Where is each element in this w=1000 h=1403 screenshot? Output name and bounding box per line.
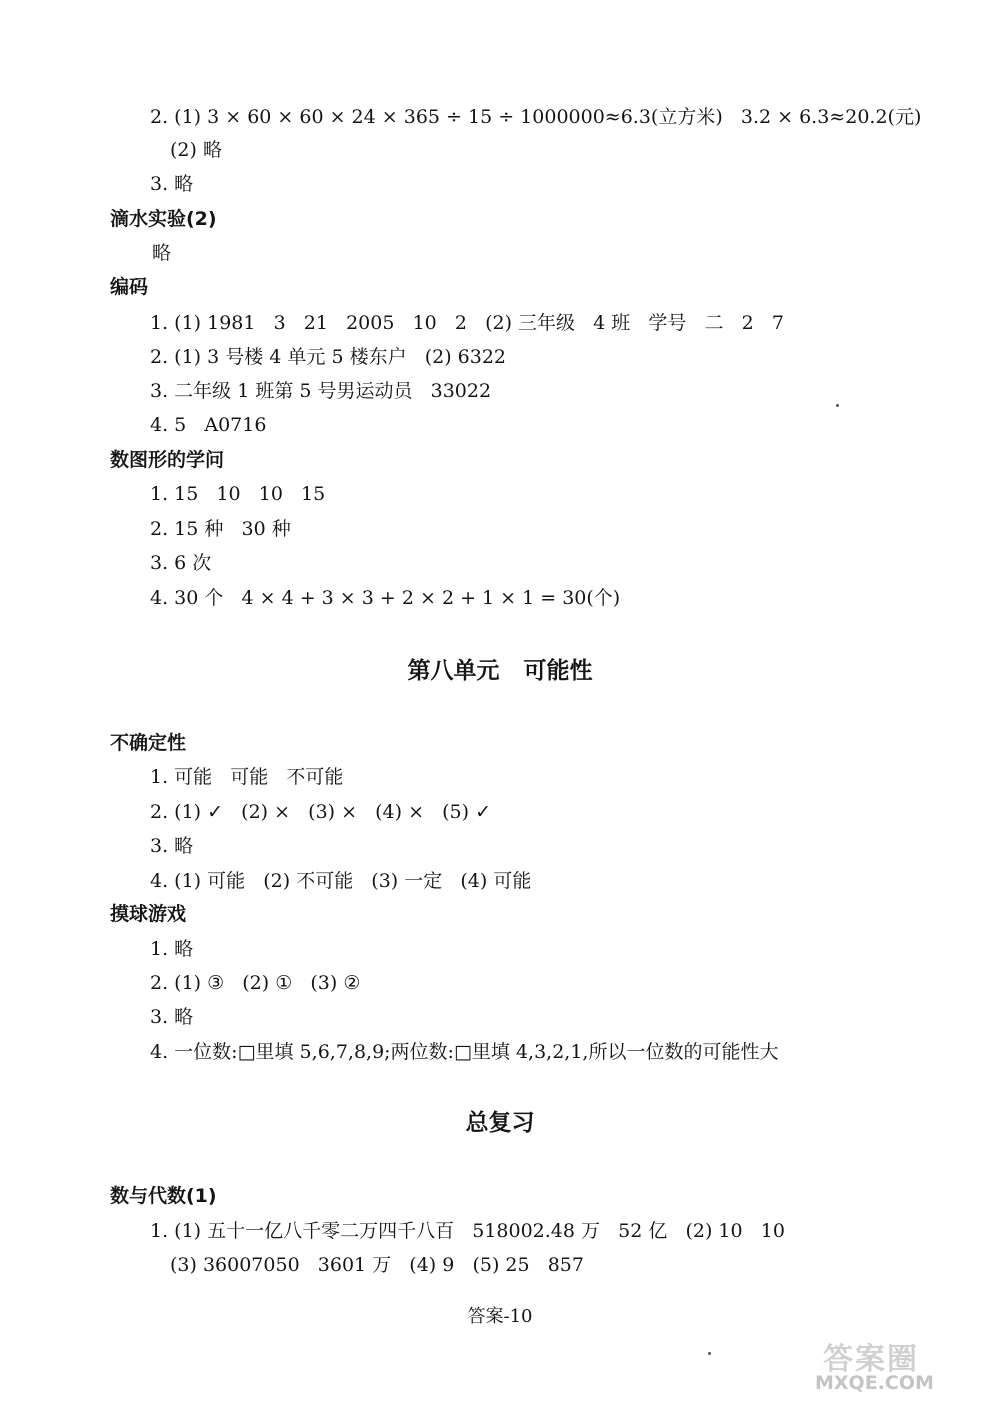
review-title: 总复习 <box>465 1110 535 1136</box>
section-heading-uncertain: 不确定性 <box>110 732 187 754</box>
answer-shapes-2: 2. 15 种 30 种 <box>150 518 291 540</box>
watermark-title: 答案圈 <box>823 1342 919 1377</box>
answer-code-1: 1. (1) 1981 3 21 2005 10 2 (2) 三年级 4 班 学号 二 2 7 <box>150 312 784 334</box>
answer-uncertain-1: 1. 可能 可能 不可能 <box>150 766 344 788</box>
speck-dot <box>836 404 839 407</box>
page-footer: 答案-10 <box>467 1306 533 1327</box>
answer-ball-1: 1. 略 <box>150 938 194 960</box>
answer-uncertain-3: 3. 略 <box>150 835 194 857</box>
answer-drip: 略 <box>152 242 172 264</box>
answer-line-2: 2. (1) 3 × 60 × 60 × 24 × 365 ÷ 15 ÷ 1000000≈6.3(立方米) 3.2 × 6.3≈20.2(元) <box>150 106 922 128</box>
answer-code-4: 4. 5 A0716 <box>150 414 267 436</box>
answer-ball-3: 3. 略 <box>150 1006 194 1028</box>
answer-numalg-1: 1. (1) 五十一亿八千零二万四千八百 518002.48 万 52 亿 (2) 10 10 <box>150 1220 785 1242</box>
watermark-logo <box>815 1338 985 1396</box>
unit-title: 第八单元 可能性 <box>407 658 593 684</box>
answer-ball-4: 4. 一位数:□里填 5,6,7,8,9;两位数:□里填 4,3,2,1,所以一位数的可能性大 <box>150 1041 779 1063</box>
answer-line-3: 3. 略 <box>150 173 194 195</box>
speck-dot <box>708 1352 711 1355</box>
answer-code-2: 2. (1) 3 号楼 4 单元 5 楼东户 (2) 6322 <box>150 346 507 368</box>
section-heading-drip: 滴水实验(2) <box>110 208 217 230</box>
answer-uncertain-2: 2. (1) ✓ (2) × (3) × (4) × (5) ✓ <box>150 801 492 823</box>
answer-ball-2: 2. (1) ③ (2) ① (3) ② <box>150 972 361 994</box>
answer-line-2-sub2: (2) 略 <box>170 139 222 161</box>
answer-shapes-1: 1. 15 10 10 15 <box>150 483 326 505</box>
answer-shapes-4: 4. 30 个 4 × 4 + 3 × 3 + 2 × 2 + 1 × 1 = 30(个) <box>150 587 621 609</box>
answer-shapes-3: 3. 6 次 <box>150 552 212 574</box>
answer-uncertain-4: 4. (1) 可能 (2) 不可能 (3) 一定 (4) 可能 <box>150 870 532 892</box>
answer-numalg-1-sub3: (3) 36007050 3601 万 (4) 9 (5) 25 857 <box>170 1254 584 1276</box>
section-heading-code: 编码 <box>110 276 149 298</box>
section-heading-shapes: 数图形的学问 <box>110 449 225 471</box>
section-heading-ball: 摸球游戏 <box>110 903 187 925</box>
section-heading-numalg: 数与代数(1) <box>110 1185 217 1207</box>
watermark-url: MXQE.COM <box>815 1372 934 1394</box>
answer-code-3: 3. 二年级 1 班第 5 号男运动员 33022 <box>150 380 492 402</box>
